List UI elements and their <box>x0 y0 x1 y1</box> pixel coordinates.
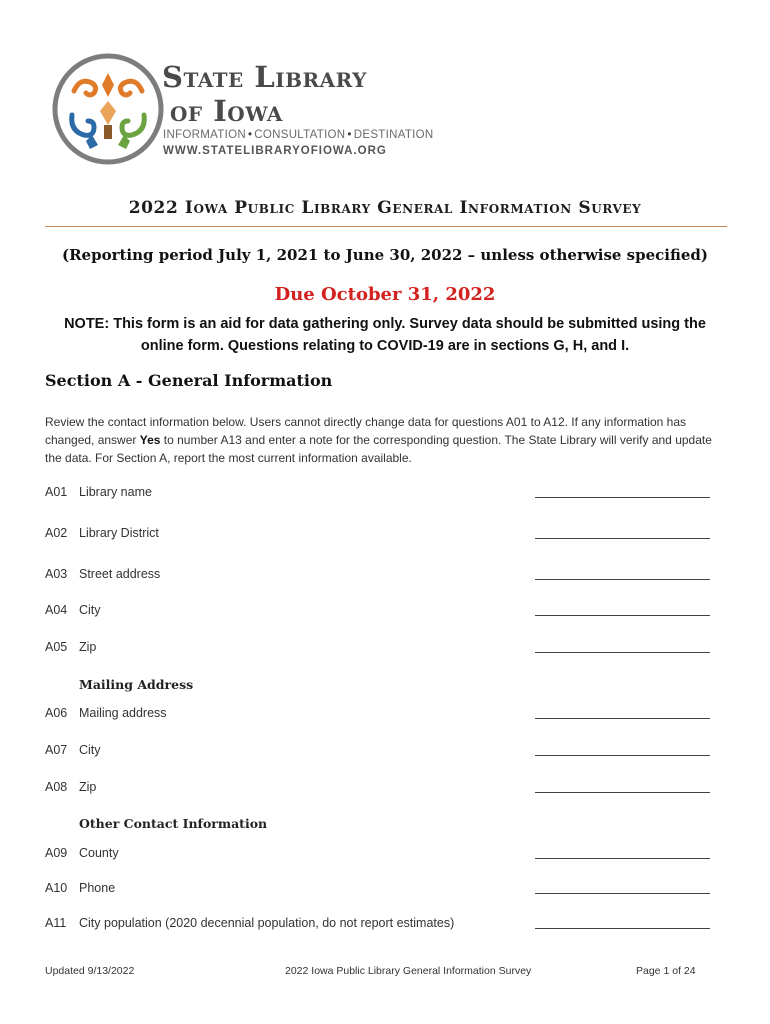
note <box>40 313 730 357</box>
question-code: A03 <box>45 567 68 581</box>
intro-bold-yes: Yes <box>139 433 161 447</box>
logo-swirl-orange-left <box>74 81 96 95</box>
question-code: A06 <box>45 706 68 720</box>
question-label: County <box>79 846 119 860</box>
footer-updated: Updated 9/13/2022 <box>45 965 135 977</box>
reporting-period: (Reporting period July 1, 2021 to June 30, 2022 – unless otherwise specified) <box>61 246 709 264</box>
logo-swirl-blue <box>72 115 94 135</box>
answer-line-a01[interactable] <box>535 496 710 498</box>
logo-center-leaf <box>100 101 116 125</box>
answer-line-a03[interactable] <box>535 578 710 580</box>
answer-line-a08[interactable] <box>535 791 710 793</box>
question-code: A08 <box>45 780 68 794</box>
logo-swirl-green <box>122 115 144 135</box>
note-line1: NOTE: This form is an aid for data gathering only. Survey data should be submitted using the <box>64 316 706 332</box>
question-code: A02 <box>45 526 68 540</box>
answer-line-a06[interactable] <box>535 717 710 719</box>
question-code: A07 <box>45 743 68 757</box>
mailing-address-heading: Mailing Address <box>79 677 194 692</box>
question-label: City population (2020 decennial population, do not report estimates) <box>79 916 455 930</box>
answer-line-a05[interactable] <box>535 651 710 653</box>
answer-line-a02[interactable] <box>535 537 710 539</box>
intro-text-2: to number A13 and enter a note for the corresponding question. The State Library will verify and update the data. For Section A, report the most current information available. <box>45 433 712 465</box>
question-label: City <box>79 743 101 757</box>
section-a-intro <box>45 413 725 467</box>
title-divider <box>45 226 727 227</box>
note-line2: online form. Questions relating to COVID-19 are in sections G, H, and I. <box>140 338 630 354</box>
due-date: Due October 31, 2022 <box>274 284 496 305</box>
question-label: Library District <box>79 526 159 540</box>
answer-line-a07[interactable] <box>535 754 710 756</box>
org-name-line2: of Iowa <box>170 94 283 128</box>
question-label: Zip <box>79 640 97 654</box>
state-library-logo <box>52 53 164 165</box>
question-code: A11 <box>45 916 67 930</box>
bullet-icon: • <box>247 129 253 141</box>
answer-line-a10[interactable] <box>535 892 710 894</box>
question-code: A01 <box>45 485 68 499</box>
section-a-heading: Section A - General Information <box>45 371 333 390</box>
tagline <box>163 129 434 141</box>
footer-page-number: Page 1 of 24 <box>636 965 696 977</box>
intro-text-1: Review the contact information below. Users cannot directly change data for questions A01 to A12. If any information has changed, answer <box>45 415 687 447</box>
org-name <box>162 60 367 128</box>
website-url: WWW.STATELIBRARYOFIOWA.ORG <box>163 145 387 157</box>
tagline-consultation: CONSULTATION <box>254 129 346 141</box>
answer-line-a09[interactable] <box>535 857 710 859</box>
question-code: A05 <box>45 640 68 654</box>
question-label: Library name <box>79 485 152 499</box>
question-label: Phone <box>79 881 116 895</box>
question-code: A09 <box>45 846 68 860</box>
question-label: Street address <box>79 567 161 581</box>
logo-leaf-top <box>102 73 114 97</box>
question-label: City <box>79 603 101 617</box>
question-code: A04 <box>45 603 68 617</box>
answer-line-a11[interactable] <box>535 927 710 929</box>
survey-title: 2022 Iowa Public Library General Information Survey <box>128 198 642 218</box>
tagline-information: INFORMATION <box>163 129 246 141</box>
tagline-destination: DESTINATION <box>353 129 434 141</box>
org-name-line1: State Library <box>162 60 367 94</box>
logo-swirl-orange-right <box>120 81 142 95</box>
bullet-icon: • <box>347 129 352 141</box>
question-label: Zip <box>79 780 97 794</box>
question-label: Mailing address <box>79 706 167 720</box>
logo-trunk <box>104 125 112 139</box>
other-contact-heading: Other Contact Information <box>79 816 268 831</box>
question-code: A10 <box>45 881 68 895</box>
answer-line-a04[interactable] <box>535 614 710 616</box>
footer-survey-name: 2022 Iowa Public Library General Information Survey <box>285 965 532 977</box>
